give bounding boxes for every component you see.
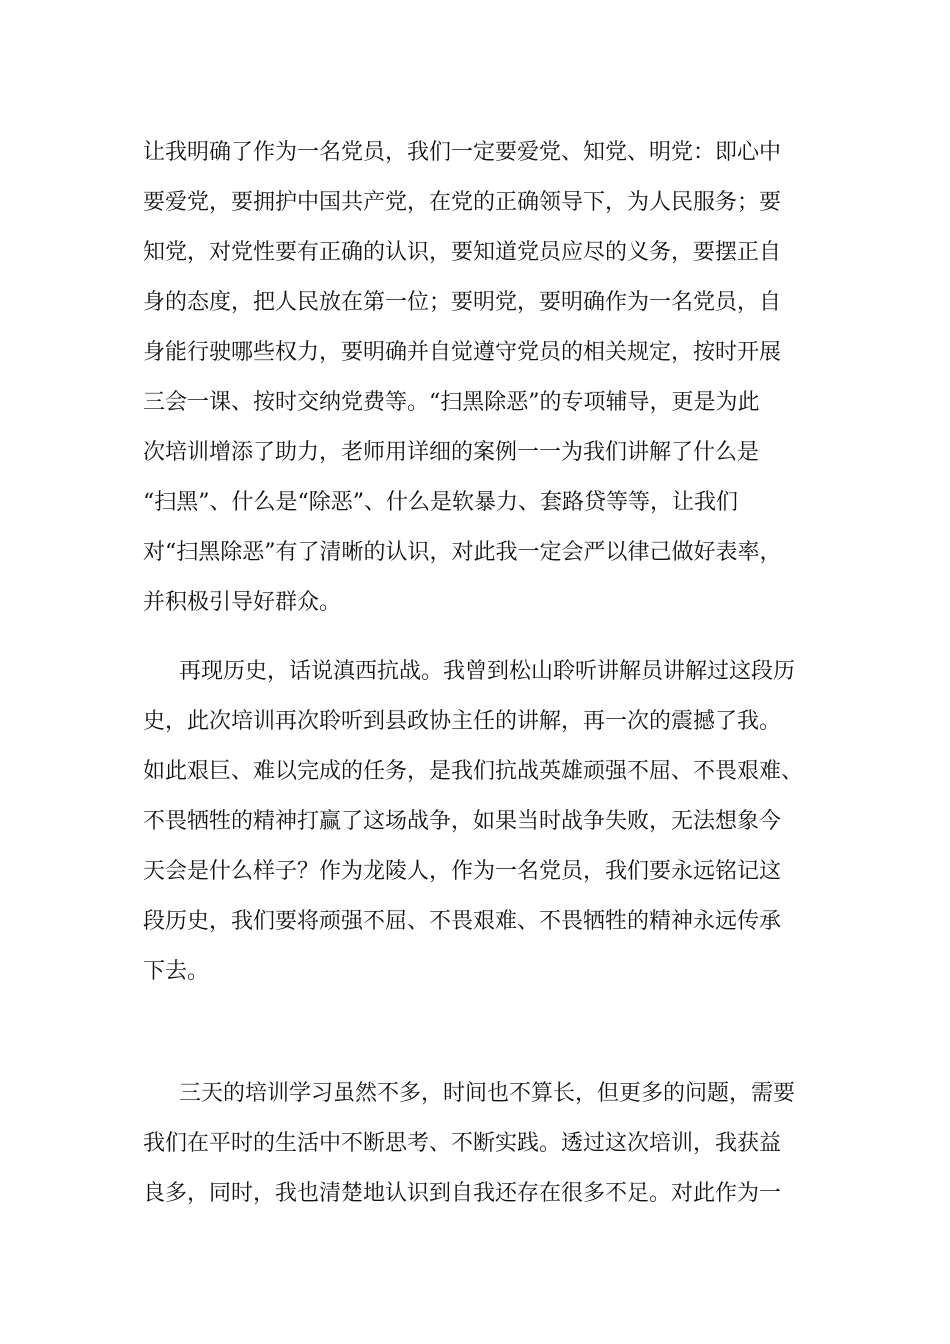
text-line: 如此艰巨、难以完成的任务，是我们抗战英雄顽强不屈、不畏艰难、	[143, 759, 804, 784]
text-line: 下去。	[143, 959, 210, 984]
text-line: 良多，同时，我也清楚地认识到自我还存在很多不足。对此作为一	[143, 1181, 782, 1206]
text-line: 身能行驶哪些权力，要明确并自觉遵守党员的相关规定，按时开展	[143, 340, 782, 365]
text-line: 让我明确了作为一名党员，我们一定要爱党、知党、明党：即心中	[143, 140, 782, 165]
text-line: 次培训增添了助力，老师用详细的案例一一为我们讲解了什么是	[143, 440, 760, 465]
paragraph-party-training	[143, 128, 823, 628]
text-line: 天会是什么样子？作为龙陵人，作为一名党员，我们要永远铭记这	[143, 859, 782, 884]
text-line: 三天的培训学习虽然不多，时间也不算长，但更多的问题，需要	[179, 1081, 796, 1106]
text-line: 三会一课、按时交纳党费等。“扫黑除恶”的专项辅导，更是为此	[143, 390, 760, 415]
text-line: 我们在平时的生活中不断思考、不断实践。透过这次培训，我获益	[143, 1131, 782, 1156]
paragraph-west-yunnan-war	[143, 647, 823, 997]
text-line: 并积极引导好群众。	[143, 590, 342, 615]
text-line: “扫黑”、什么是“除恶”、什么是软暴力、套路贷等等，让我们	[143, 490, 738, 515]
text-line: 再现历史，话说滇西抗战。我曾到松山聆听讲解员讲解过这段历	[179, 659, 796, 684]
text-line: 史，此次培训再次聆听到县政协主任的讲解，再一次的震撼了我。	[143, 709, 782, 734]
text-line: 段历史，我们要将顽强不屈、不畏艰难、不畏牺牲的精神永远传承	[143, 909, 782, 934]
text-line: 要爱党，要拥护中国共产党，在党的正确领导下，为人民服务；要	[143, 190, 782, 215]
text-line: 对“扫黑除恶”有了清晰的认识，对此我一定会严以律己做好表率，	[143, 540, 782, 565]
text-line: 知党，对党性要有正确的认识，要知道党员应尽的义务，要摆正自	[143, 240, 782, 265]
text-line: 身的态度，把人民放在第一位；要明党，要明确作为一名党员，自	[143, 290, 782, 315]
paragraph-training-reflection	[143, 1069, 823, 1219]
text-line: 不畏牺牲的精神打赢了这场战争，如果当时战争失败，无法想象今	[143, 809, 782, 834]
